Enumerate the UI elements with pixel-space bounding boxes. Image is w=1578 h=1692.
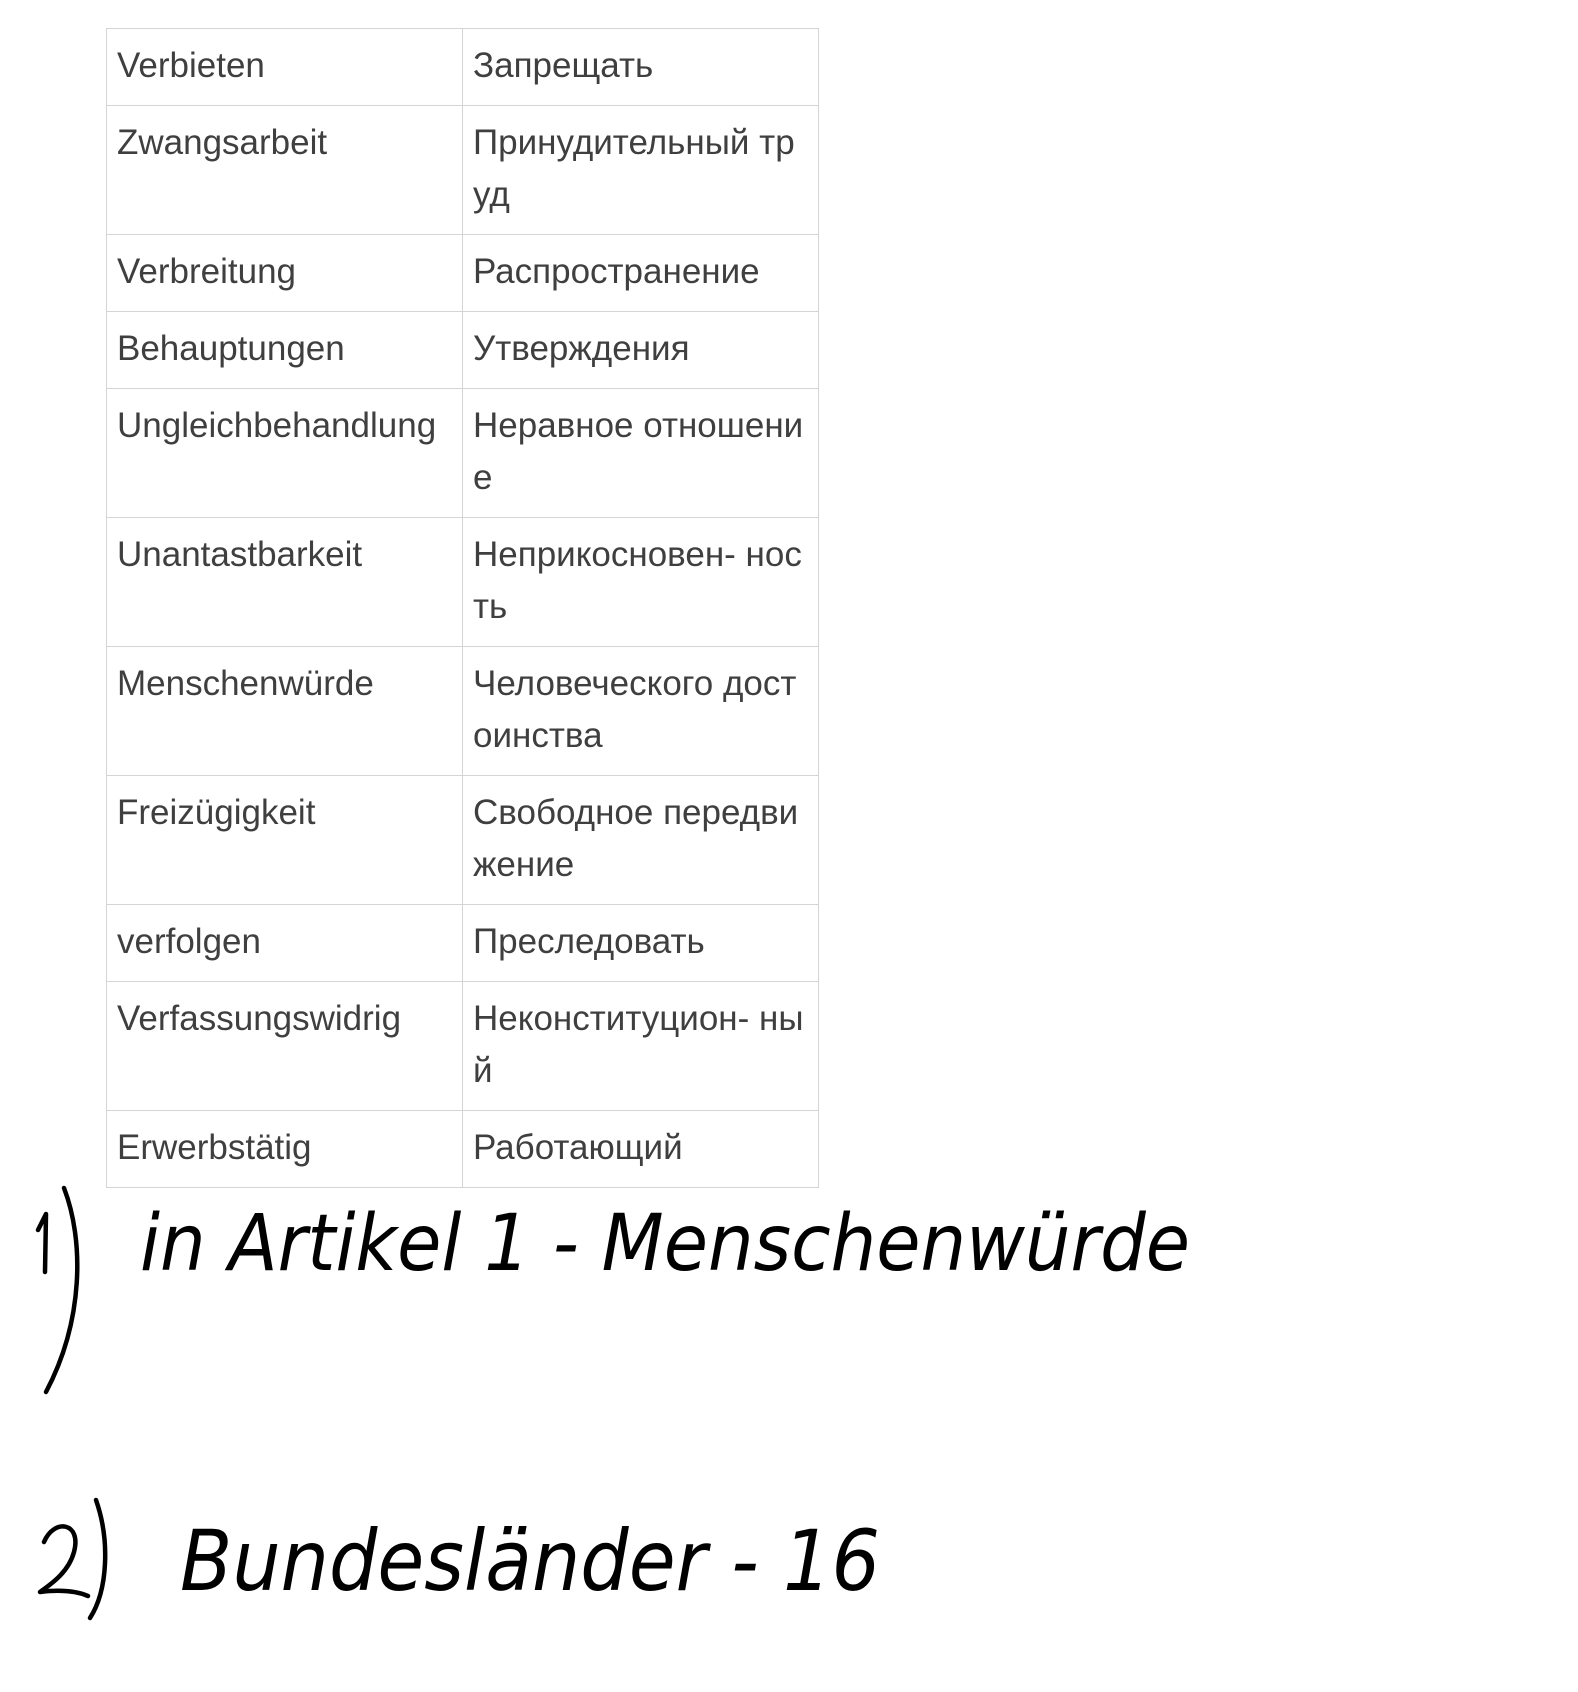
note-1-number: 1)	[30, 1272, 32, 1273]
russian-translation: Свободное передвижение	[463, 776, 819, 905]
numeral-one-stroke	[38, 1214, 46, 1272]
german-word: Verfassungswidrig	[107, 982, 463, 1111]
german-word: Unantastbarkeit	[107, 518, 463, 647]
note-2-number: 2)	[30, 1596, 32, 1597]
german-word: Menschenwürde	[107, 647, 463, 776]
numeral-two-stroke	[40, 1526, 88, 1596]
russian-translation: Преследовать	[463, 905, 819, 982]
russian-translation: Принудительный труд	[463, 106, 819, 235]
german-word: Freizügigkeit	[107, 776, 463, 905]
german-word: Erwerbstätig	[107, 1111, 463, 1188]
russian-translation: Утверждения	[463, 312, 819, 389]
handwritten-note-1	[30, 1188, 1190, 1392]
german-word: Zwangsarbeit	[107, 106, 463, 235]
parenthesis-stroke	[46, 1188, 77, 1392]
handwritten-note-2	[30, 1500, 880, 1618]
german-word: Behauptungen	[107, 312, 463, 389]
russian-translation: Запрещать	[463, 29, 819, 106]
russian-translation: Человеческого достоинства	[463, 647, 819, 776]
german-word: Verbreitung	[107, 235, 463, 312]
note-2-text: Bundesländer - 16	[180, 1512, 880, 1610]
note-1-text: in Artikel 1 - Menschenwürde	[140, 1199, 1190, 1289]
german-word: Ungleichbehandlung	[107, 389, 463, 518]
russian-translation: Работающий	[463, 1111, 819, 1188]
german-word: Verbieten	[107, 29, 463, 106]
russian-translation: Неравное отношение	[463, 389, 819, 518]
parenthesis-stroke	[90, 1500, 105, 1618]
russian-translation: Неприкосновен- ность	[463, 518, 819, 647]
german-word: verfolgen	[107, 905, 463, 982]
russian-translation: Распространение	[463, 235, 819, 312]
russian-translation: Неконституцион- ный	[463, 982, 819, 1111]
